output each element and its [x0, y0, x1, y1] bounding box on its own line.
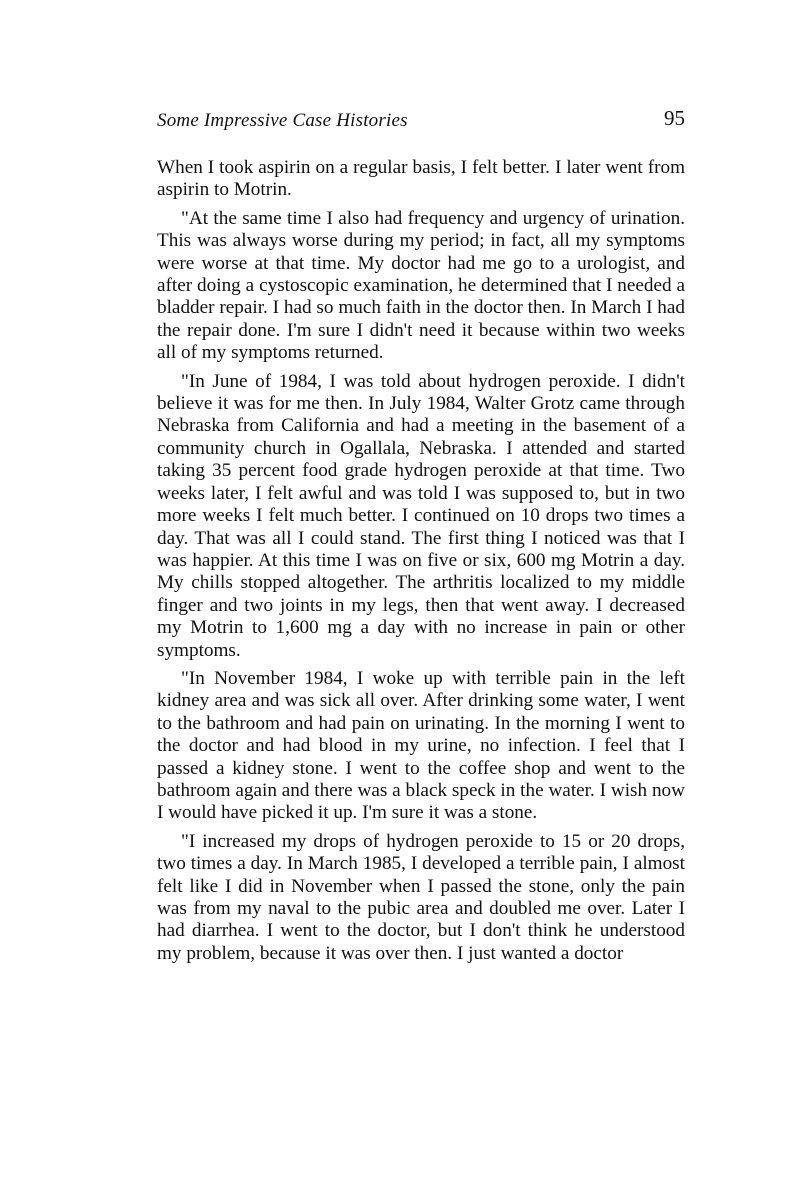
paragraph-1: When I took aspirin on a regular basis, I felt better. I later went from aspirin to Motrin. — [157, 157, 685, 201]
paragraph-3: "In June of 1984, I was told about hydrogen peroxide. I didn't believe it was for me then. In July 1984, Walter Grotz came through Nebraska from California and had a meeting in the basement of a community church in Ogallala, Nebraska. I attended and started taking 35 percent food grade hydrogen peroxide at that time. Two weeks later, I felt awful and was told I was supposed to, but in two more weeks I felt much better. I continued on 10 drops two times a day. That was all I could stand. The first thing I noticed was that I was happier. At this time I was on five or six, 600 mg Motrin a day. My chills stopped altogether. The arthritis localized to my middle finger and two joints in my legs, then that went away. I decreased my Motrin to 1,600 mg a day with no increase in pain or other symptoms. — [157, 370, 685, 661]
paragraph-4: "In November 1984, I woke up with terrible pain in the left kidney area and was sick all over. After drinking some water, I went to the bathroom and had pain on urinating. In the morning I went to the doctor and had blood in my urine, no infection. I feel that I passed a kidney stone. I went to the coffee shop and went to the bathroom again and there was a black speck in the water. I wish now I would have picked it up. I'm sure it was a stone. — [157, 667, 685, 824]
book-page — [157, 104, 685, 971]
running-header — [157, 104, 685, 136]
paragraph-5: "I increased my drops of hydrogen peroxide to 15 or 20 drops, two times a day. In March 1985, I developed a terrible pain, I almost felt like I did in November when I passed the stone, only the pain was from my naval to the pubic area and doubled me over. Later I had diarrhea. I went to the doctor, but I don't think he understood my problem, because it was over then. I just wanted a doctor — [157, 830, 685, 964]
paragraph-2: "At the same time I also had frequency and urgency of urination. This was always worse during my period; in fact, all my symptoms were worse at that time. My doctor had me go to a urologist, and after doing a cystoscopic examination, he determined that I needed a bladder repair. I had so much faith in the doctor then. In March I had the repair done. I'm sure I didn't need it because within two weeks all of my symptoms returned. — [157, 207, 685, 364]
running-title: Some Impressive Case Histories — [157, 110, 408, 131]
page-number: 95 — [664, 106, 685, 130]
body-text — [157, 157, 685, 965]
